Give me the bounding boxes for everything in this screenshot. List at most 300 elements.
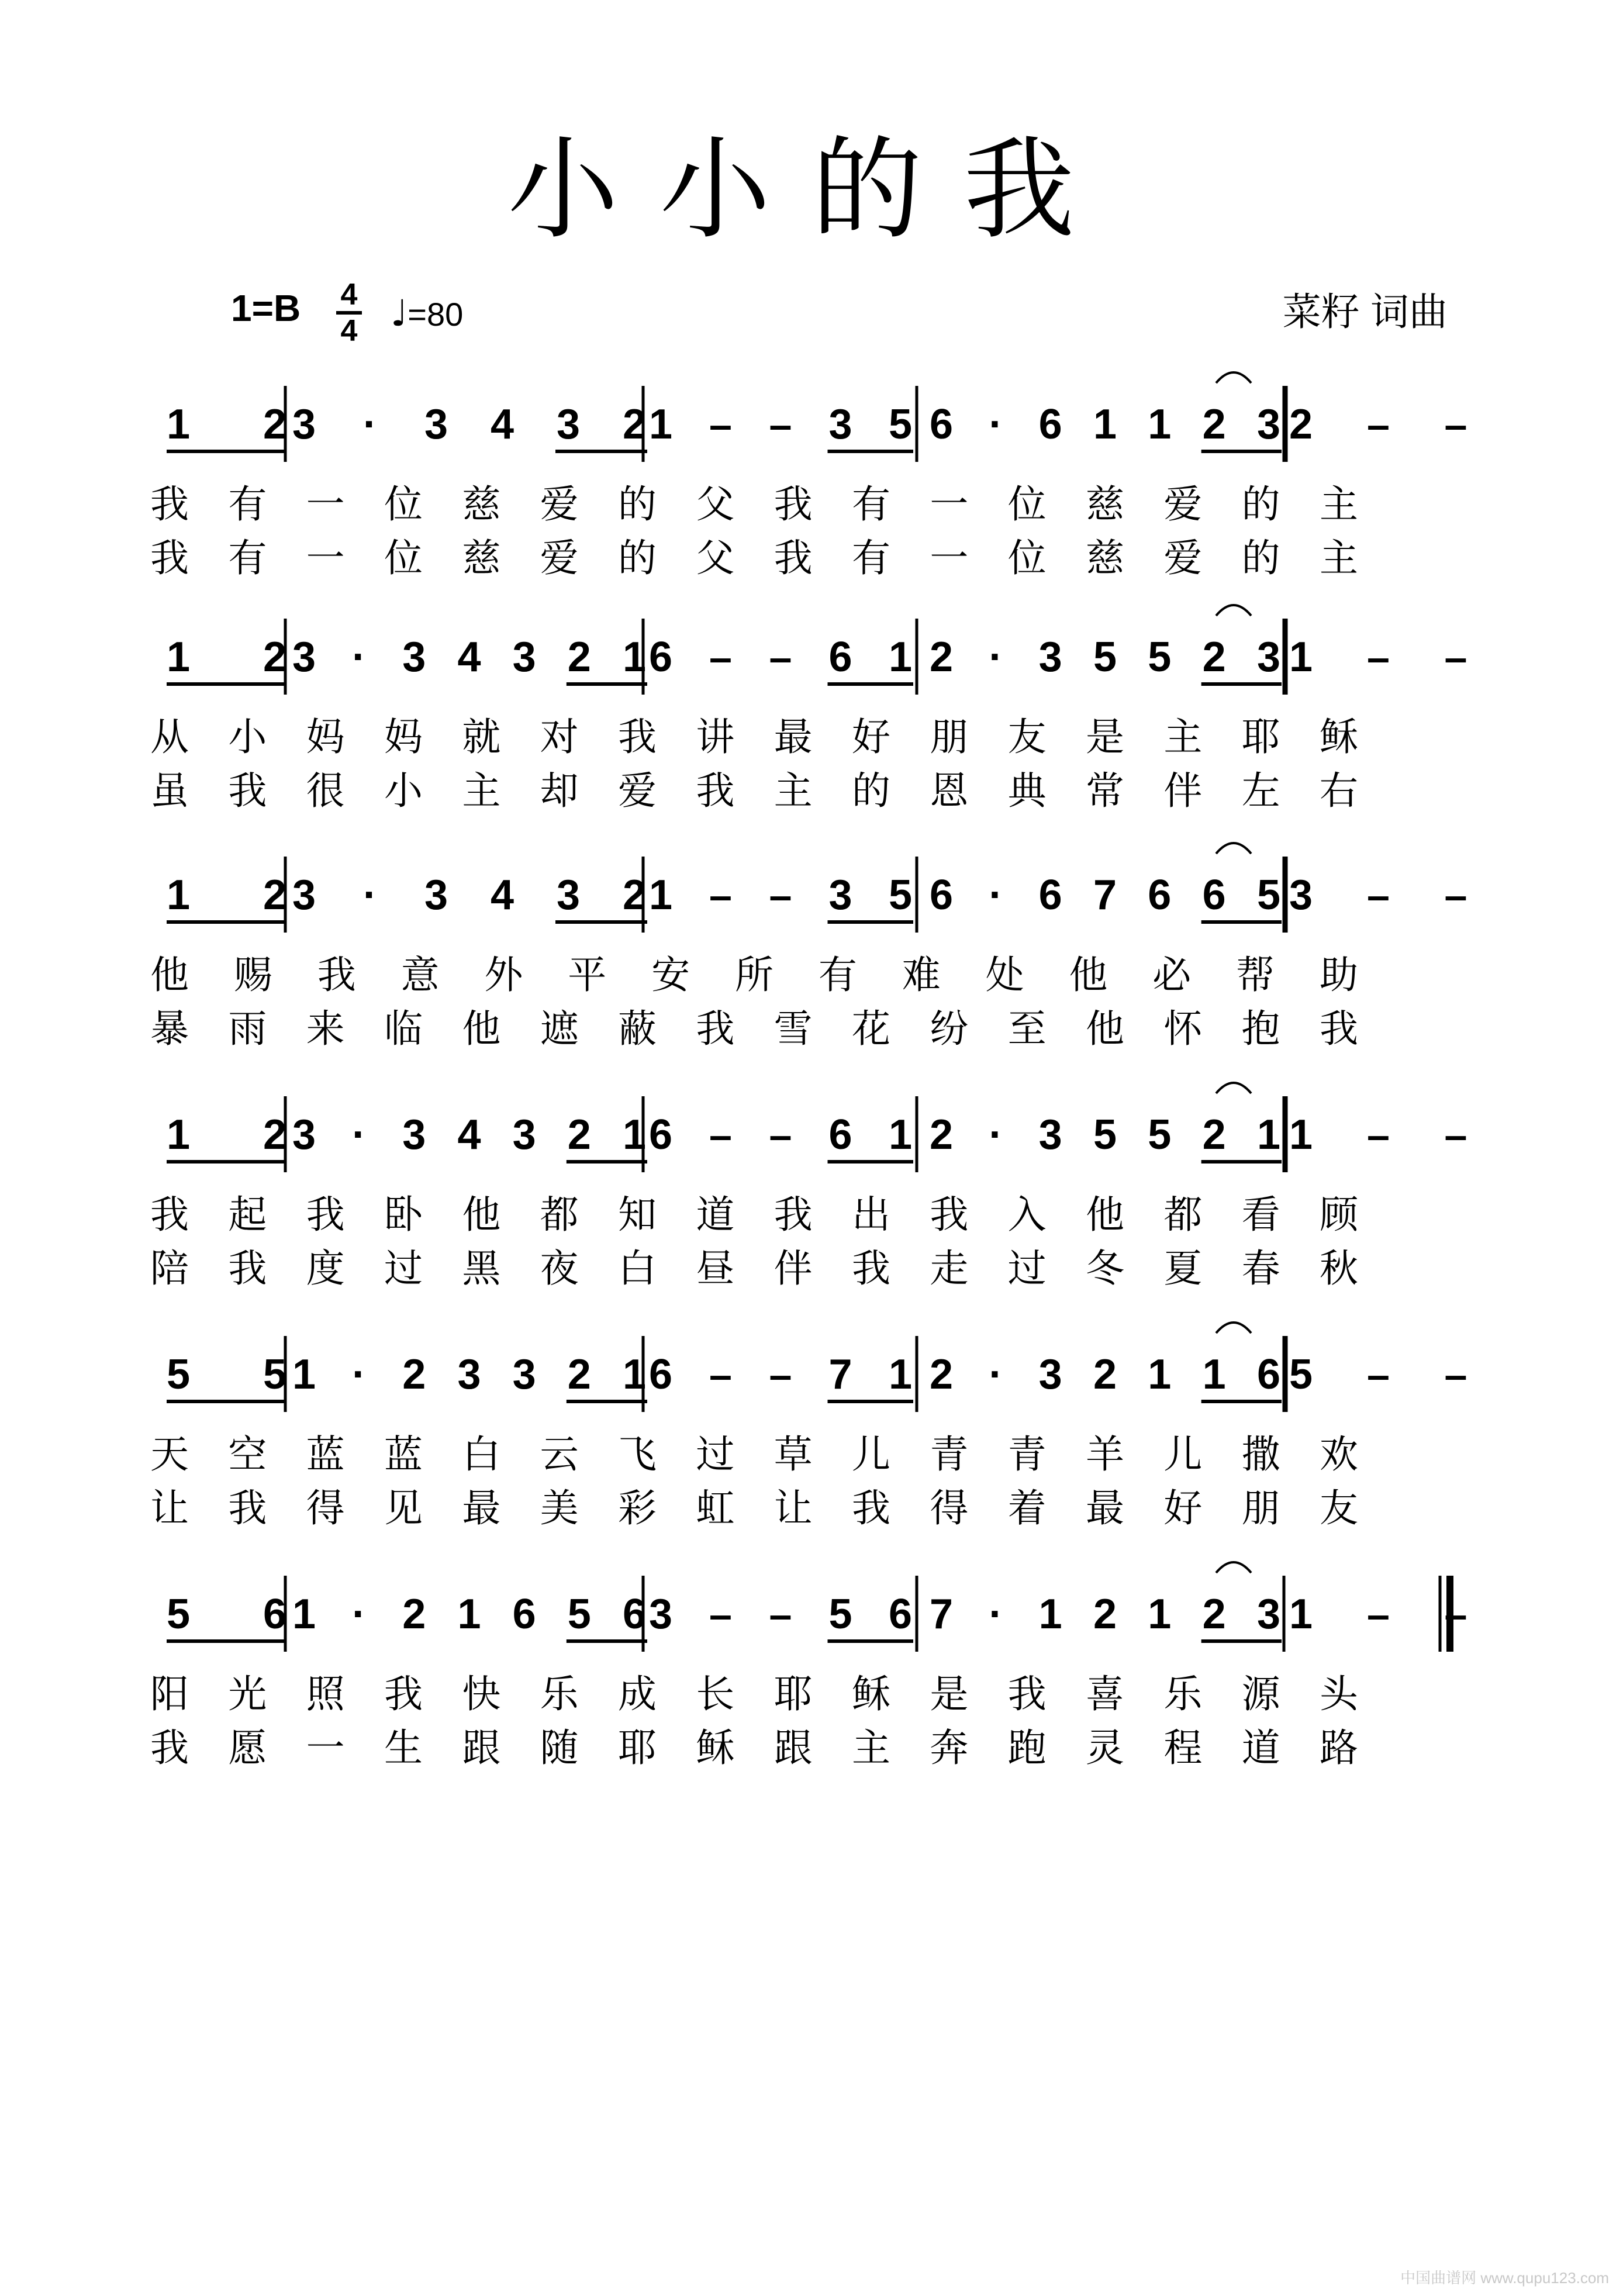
note-number: 2: [567, 634, 591, 681]
lyric-char: 空: [228, 1432, 267, 1477]
lyric-char: 虽: [150, 768, 189, 813]
note-number: 6: [828, 634, 852, 681]
note-number: 6: [648, 634, 673, 681]
lyric-char: 我: [228, 768, 267, 813]
lyric-char: 主: [1320, 482, 1358, 527]
note-number: 1: [888, 1111, 913, 1158]
tempo-value: =80: [408, 296, 464, 333]
lyric-char: 典: [1007, 768, 1047, 813]
lyric-char: 却: [540, 768, 579, 813]
sustain-dash: –: [769, 402, 792, 447]
note-number: 6: [929, 872, 954, 919]
note-number: 3: [1038, 634, 1062, 681]
note-number: 5: [166, 1351, 191, 1398]
note-number: 6: [1256, 1351, 1281, 1398]
sustain-dash: –: [709, 634, 732, 680]
note-number: 3: [1289, 872, 1313, 919]
lyric-char: 右: [1320, 768, 1358, 813]
lyric-char: 他: [150, 952, 189, 997]
note-number: 3: [648, 1591, 673, 1638]
note-number: 7: [929, 1591, 954, 1638]
lyric-char: 主: [1163, 714, 1203, 759]
lyric-char: 蔽: [618, 1006, 657, 1051]
lyric-char: 一: [930, 482, 969, 527]
lyric-char: 撒: [1241, 1432, 1280, 1477]
lyric-char: 至: [1007, 1006, 1047, 1051]
note-number: 1: [622, 634, 647, 681]
slur-arc: [1216, 843, 1251, 854]
lyric-char: 我: [1007, 1672, 1047, 1717]
note-number: 5: [263, 1351, 287, 1398]
lyric-char: 得: [306, 1486, 345, 1531]
note-number: 6: [648, 1111, 673, 1158]
lyric-char: 都: [1163, 1192, 1203, 1237]
sustain-dash: –: [1444, 634, 1467, 680]
lyric-char: 伴: [773, 1246, 813, 1291]
lyric-char: 赐: [233, 952, 272, 997]
dot-mark: ·: [989, 1591, 1003, 1638]
lyric-char: 的: [1241, 536, 1280, 581]
lyric-char: 他: [1086, 1006, 1124, 1051]
sustain-dash: –: [1367, 634, 1390, 680]
lyric-char: 飞: [618, 1432, 657, 1477]
lyric-char: 好: [1163, 1486, 1203, 1531]
key-signature: 1=B: [231, 287, 301, 329]
lyric-char: 最: [462, 1486, 501, 1531]
sustain-dash: –: [1367, 402, 1390, 447]
lyric-char: 一: [306, 1725, 345, 1770]
note-number: 3: [1038, 1351, 1062, 1398]
note-number: 1: [1148, 401, 1172, 448]
lyric-char: 欢: [1320, 1432, 1358, 1477]
lyric-char: 光: [228, 1672, 267, 1717]
note-number: 2: [1289, 401, 1313, 448]
note-number: 2: [263, 401, 287, 448]
lyric-char: 很: [306, 768, 345, 813]
quarter-note-icon: ♩: [391, 292, 408, 334]
note-number: 1: [648, 872, 673, 919]
lyric-char: 耶: [1241, 714, 1280, 759]
lyric-char: 快: [462, 1672, 501, 1717]
lyric-char: 抱: [1241, 1006, 1280, 1051]
lyric-char: 蓝: [384, 1432, 423, 1477]
lyric-char: 来: [306, 1006, 345, 1051]
note-number: 1: [622, 1111, 647, 1158]
lyric-char: 的: [1241, 482, 1280, 527]
note-number: 1: [292, 1591, 316, 1638]
note-number: 2: [1202, 1111, 1226, 1158]
sustain-dash: –: [1444, 1591, 1467, 1637]
lyric-char: 乐: [540, 1672, 579, 1717]
slur-arc: [1216, 1323, 1251, 1333]
lyric-char: 位: [1007, 482, 1047, 527]
sustain-dash: –: [769, 872, 792, 918]
sustain-dash: –: [1367, 872, 1390, 918]
note-number: 2: [1202, 634, 1226, 681]
lyric-char: 我: [618, 714, 657, 759]
slur-arc: [1216, 1083, 1251, 1093]
note-number: 5: [1093, 634, 1117, 681]
lyric-char: 长: [696, 1672, 735, 1717]
note-number: 5: [1148, 1111, 1172, 1158]
lyric-char: 朋: [930, 714, 969, 759]
lyric-char: 主: [773, 768, 813, 813]
lyric-char: 喜: [1086, 1672, 1124, 1717]
lyric-char: 我: [852, 1486, 890, 1531]
lyric-char: 必: [1152, 952, 1192, 997]
lyric-char: 蓝: [306, 1432, 345, 1477]
lyric-char: 白: [618, 1246, 657, 1291]
lyric-char: 天: [150, 1432, 189, 1477]
lyric-char: 秋: [1320, 1246, 1358, 1291]
lyric-char: 我: [696, 768, 735, 813]
note-number: 2: [1202, 1591, 1226, 1638]
lyric-char: 有: [818, 952, 857, 997]
slur-arc: [1216, 1562, 1251, 1573]
note-number: 3: [512, 1351, 536, 1398]
sustain-dash: –: [1444, 402, 1467, 447]
lyric-char: 过: [1007, 1246, 1047, 1291]
lyric-char: 爱: [540, 536, 579, 581]
lyric-char: 我: [150, 1192, 189, 1237]
lyric-char: 位: [384, 536, 423, 581]
note-number: 3: [1256, 401, 1281, 448]
lyric-char: 夏: [1163, 1246, 1203, 1291]
slur-arc: [1216, 372, 1251, 383]
lyric-char: 我: [1320, 1006, 1358, 1051]
note-number: 5: [166, 1591, 191, 1638]
lyric-char: 的: [618, 536, 657, 581]
lyric-char: 是: [1086, 714, 1124, 759]
lyric-char: 爱: [618, 768, 657, 813]
lyric-char: 冬: [1086, 1246, 1124, 1291]
note-number: 5: [1256, 872, 1281, 919]
lyric-char: 有: [852, 536, 890, 581]
lyric-char: 头: [1320, 1672, 1358, 1717]
note-number: 3: [1256, 1591, 1281, 1638]
note-number: 5: [1148, 634, 1172, 681]
dot-mark: ·: [989, 872, 1003, 919]
note-number: 3: [424, 872, 448, 919]
lyric-char: 恩: [930, 768, 969, 813]
note-number: 1: [166, 872, 191, 919]
dot-mark: ·: [363, 872, 377, 919]
lyric-char: 是: [930, 1672, 969, 1717]
lyric-char: 草: [773, 1432, 813, 1477]
note-number: 1: [166, 401, 191, 448]
time-signature-bottom: 4: [340, 314, 358, 348]
lyric-char: 怀: [1163, 1006, 1203, 1051]
note-number: 2: [622, 401, 647, 448]
lyric-char: 美: [540, 1486, 579, 1531]
lyric-char: 路: [1320, 1725, 1358, 1770]
lyric-char: 稣: [852, 1672, 890, 1717]
note-number: 3: [1256, 634, 1281, 681]
credit-line: 菜籽 词曲: [1282, 290, 1448, 333]
lyric-char: 我: [696, 1006, 735, 1051]
lyric-char: 跑: [1007, 1725, 1047, 1770]
lyric-char: 稣: [1320, 714, 1358, 759]
lyric-char: 讲: [696, 714, 735, 759]
dot-mark: ·: [989, 634, 1003, 681]
lyric-char: 昼: [696, 1246, 735, 1291]
note-number: 3: [292, 401, 316, 448]
lyric-char: 临: [384, 1006, 423, 1051]
lyric-char: 照: [306, 1672, 345, 1717]
lyric-char: 都: [540, 1192, 579, 1237]
lyric-char: 跟: [773, 1725, 813, 1770]
lyric-char: 夜: [540, 1246, 579, 1291]
lyric-char: 过: [384, 1246, 423, 1291]
sustain-dash: –: [769, 634, 792, 680]
note-number: 3: [457, 1351, 481, 1398]
sustain-dash: –: [709, 872, 732, 918]
lyric-char: 小: [384, 768, 423, 813]
lyric-char: 道: [1241, 1725, 1280, 1770]
watermark: 中国曲谱网 www.qupu123.com: [1400, 2269, 1609, 2287]
lyric-char: 程: [1163, 1725, 1203, 1770]
lyric-char: 友: [1320, 1486, 1358, 1531]
note-number: 6: [828, 1111, 852, 1158]
lyric-char: 友: [1007, 714, 1047, 759]
lyric-char: 慈: [462, 482, 501, 527]
lyric-char: 小: [228, 714, 267, 759]
lyric-char: 让: [150, 1486, 189, 1531]
sustain-dash: –: [1367, 1112, 1390, 1158]
lyric-char: 稣: [696, 1725, 735, 1770]
lyric-char: 外: [484, 952, 523, 997]
note-number: 6: [888, 1591, 913, 1638]
note-number: 2: [1202, 401, 1226, 448]
note-number: 1: [292, 1351, 316, 1398]
note-number: 6: [1202, 872, 1226, 919]
lyric-char: 有: [228, 482, 267, 527]
lyric-char: 乐: [1163, 1672, 1203, 1717]
lyric-char: 主: [852, 1725, 890, 1770]
note-number: 1: [1148, 1591, 1172, 1638]
note-number: 2: [567, 1111, 591, 1158]
note-number: 5: [888, 872, 913, 919]
sustain-dash: –: [769, 1591, 792, 1637]
sustain-dash: –: [709, 1352, 732, 1397]
note-number: 6: [1148, 872, 1172, 919]
lyric-char: 过: [696, 1432, 735, 1477]
note-number: 1: [888, 1351, 913, 1398]
note-number: 1: [166, 1111, 191, 1158]
note-number: 2: [929, 1351, 954, 1398]
lyric-char: 我: [228, 1246, 267, 1291]
lyric-char: 虹: [696, 1486, 735, 1531]
sustain-dash: –: [709, 1112, 732, 1158]
lyric-char: 灵: [1086, 1725, 1124, 1770]
lyric-char: 妈: [384, 714, 423, 759]
lyric-char: 羊: [1086, 1432, 1124, 1477]
lyric-char: 起: [228, 1192, 267, 1237]
note-number: 6: [512, 1591, 536, 1638]
note-number: 1: [1038, 1591, 1062, 1638]
lyric-char: 我: [384, 1672, 423, 1717]
lyric-char: 我: [150, 482, 189, 527]
note-number: 3: [1038, 1111, 1062, 1158]
note-number: 5: [1093, 1111, 1117, 1158]
lyric-char: 从: [150, 714, 189, 759]
lyric-char: 处: [985, 952, 1024, 997]
lyric-char: 我: [150, 1725, 189, 1770]
lyric-char: 的: [852, 768, 890, 813]
lyric-char: 知: [618, 1192, 657, 1237]
lyric-char: 道: [696, 1192, 735, 1237]
lyric-char: 我: [773, 536, 813, 581]
lyric-char: 彩: [618, 1486, 657, 1531]
note-number: 2: [567, 1351, 591, 1398]
lyric-char: 成: [618, 1672, 657, 1717]
lyric-char: 父: [696, 536, 735, 581]
note-number: 6: [263, 1591, 287, 1638]
note-number: 1: [648, 401, 673, 448]
note-number: 3: [402, 634, 426, 681]
lyric-char: 慈: [1086, 536, 1124, 581]
note-number: 2: [1093, 1591, 1117, 1638]
lyric-char: 他: [462, 1192, 501, 1237]
lyric-char: 我: [773, 482, 813, 527]
sustain-dash: –: [769, 1352, 792, 1397]
lyric-char: 愿: [228, 1725, 267, 1770]
lyric-char: 雪: [773, 1006, 813, 1051]
lyric-char: 纷: [930, 1006, 969, 1051]
lyric-char: 卧: [384, 1192, 423, 1237]
time-signature-top: 4: [336, 279, 362, 315]
lyric-char: 奔: [930, 1725, 969, 1770]
lyric-char: 白: [462, 1432, 501, 1477]
lyric-char: 着: [1007, 1486, 1047, 1531]
lyric-char: 最: [773, 714, 813, 759]
lyric-char: 左: [1241, 768, 1280, 813]
note-number: 4: [457, 1111, 481, 1158]
lyric-char: 一: [306, 482, 345, 527]
lyric-char: 平: [568, 952, 607, 997]
note-number: 2: [1093, 1351, 1117, 1398]
lyric-char: 一: [930, 536, 969, 581]
note-number: 6: [1038, 872, 1062, 919]
lyric-char: 黑: [462, 1246, 501, 1291]
sustain-dash: –: [1367, 1352, 1390, 1397]
note-number: 1: [166, 634, 191, 681]
lyric-char: 有: [228, 536, 267, 581]
sustain-dash: –: [1444, 872, 1467, 918]
lyric-char: 对: [540, 714, 579, 759]
lyric-char: 就: [462, 714, 501, 759]
lyric-char: 主: [1320, 536, 1358, 581]
note-number: 3: [556, 872, 581, 919]
note-number: 3: [292, 872, 316, 919]
lyric-char: 随: [540, 1725, 579, 1770]
note-number: 6: [1038, 401, 1062, 448]
note-number: 3: [292, 1111, 316, 1158]
lyric-char: 他: [1086, 1192, 1124, 1237]
lyric-char: 朋: [1241, 1486, 1280, 1531]
lyric-char: 见: [384, 1486, 423, 1531]
lyric-char: 有: [852, 482, 890, 527]
lyric-char: 源: [1241, 1672, 1280, 1717]
lyric-char: 儿: [1163, 1432, 1203, 1477]
note-number: 4: [490, 401, 514, 448]
lyric-char: 爱: [1163, 482, 1203, 527]
note-number: 7: [828, 1351, 852, 1398]
note-number: 5: [828, 1591, 852, 1638]
note-number: 5: [1289, 1351, 1313, 1398]
sustain-dash: –: [1444, 1112, 1467, 1158]
dot-mark: ·: [989, 1111, 1003, 1158]
note-number: 4: [490, 872, 514, 919]
lyric-char: 耶: [773, 1672, 813, 1717]
note-number: 1: [1289, 1111, 1313, 1158]
note-number: 2: [402, 1351, 426, 1398]
lyric-char: 生: [384, 1725, 423, 1770]
lyric-char: 慈: [462, 536, 501, 581]
note-number: 1: [1093, 401, 1117, 448]
lyric-char: 意: [400, 952, 440, 997]
lyric-char: 我: [852, 1246, 890, 1291]
lyric-char: 最: [1086, 1486, 1124, 1531]
lyric-char: 暴: [150, 1006, 189, 1051]
song-title: 小小的我: [507, 125, 1116, 254]
sustain-dash: –: [769, 1112, 792, 1158]
lyric-char: 他: [1069, 952, 1108, 997]
lyric-char: 遮: [540, 1006, 579, 1051]
sustain-dash: –: [1367, 1591, 1390, 1637]
dot-mark: ·: [352, 1351, 367, 1398]
lyric-char: 好: [852, 714, 890, 759]
lyric-char: 他: [462, 1006, 501, 1051]
slur-arc: [1216, 605, 1251, 616]
lyric-char: 度: [306, 1246, 345, 1291]
lyric-char: 青: [930, 1432, 969, 1477]
note-number: 2: [263, 1111, 287, 1158]
lyric-char: 慈: [1086, 482, 1124, 527]
lyric-char: 让: [773, 1486, 813, 1531]
note-number: 1: [888, 634, 913, 681]
lyric-char: 的: [618, 482, 657, 527]
lyric-char: 我: [317, 952, 356, 997]
sustain-dash: –: [709, 1591, 732, 1637]
lyric-char: 入: [1007, 1192, 1047, 1237]
note-number: 3: [292, 634, 316, 681]
note-number: 2: [929, 1111, 954, 1158]
lyric-char: 跟: [462, 1725, 501, 1770]
lyric-char: 我: [306, 1192, 345, 1237]
lyric-char: 看: [1241, 1192, 1280, 1237]
lyric-char: 我: [773, 1192, 813, 1237]
note-number: 1: [1289, 634, 1313, 681]
lyric-char: 难: [902, 952, 941, 997]
lyric-char: 助: [1320, 952, 1358, 997]
lyric-char: 耶: [618, 1725, 657, 1770]
dot-mark: ·: [352, 1111, 367, 1158]
note-number: 3: [424, 401, 448, 448]
lyric-char: 阳: [150, 1672, 189, 1717]
lyric-char: 我: [930, 1192, 969, 1237]
note-number: 6: [648, 1351, 673, 1398]
note-number: 6: [622, 1591, 647, 1638]
note-number: 4: [457, 634, 481, 681]
dot-mark: ·: [352, 1591, 367, 1638]
note-number: 3: [828, 872, 852, 919]
lyric-char: 爱: [540, 482, 579, 527]
lyric-char: 所: [735, 952, 773, 997]
note-number: 1: [1148, 1351, 1172, 1398]
lyric-char: 青: [1007, 1432, 1047, 1477]
dot-mark: ·: [363, 401, 377, 448]
